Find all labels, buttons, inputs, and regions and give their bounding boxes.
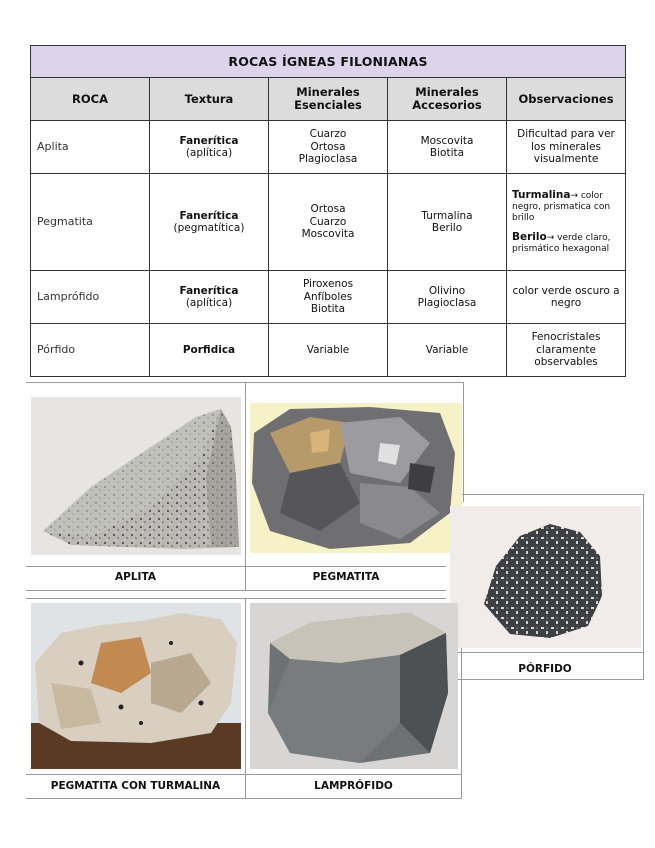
observaciones-cell: Dificultad para ver los minerales visualmente (507, 121, 626, 174)
gallery-border (447, 679, 643, 680)
mineral: Biotita (310, 303, 346, 316)
mineral: Ortosa (310, 203, 346, 216)
header-observaciones: Observaciones (507, 78, 626, 121)
caption-aplita: APLITA (115, 571, 156, 583)
accesorios-cell (388, 174, 507, 271)
roca-cell: Pegmatita (31, 174, 150, 271)
gallery-border (447, 652, 643, 653)
gallery-border (245, 382, 246, 590)
pegmatita-photo (250, 403, 462, 553)
observaciones-cell (507, 174, 626, 271)
mineral: Moscovita (420, 134, 474, 147)
mineral: Berilo (431, 222, 463, 234)
roca-cell: Lamprófido (31, 271, 150, 324)
textura-cell (150, 174, 269, 271)
porfido-rock-image (450, 506, 641, 648)
mineral: Anfíboles (303, 290, 353, 303)
caption-lamprofido: LAMPRÓFIDO (314, 780, 393, 792)
mineral: Plagioclasa (298, 153, 358, 166)
mineral: Turmalina (421, 209, 473, 222)
textura-sub: (aplítica) (185, 147, 233, 159)
gallery-border (26, 774, 462, 775)
header-minerales-esenciales: Minerales Esenciales (269, 78, 388, 121)
mineral: Cuarzo (309, 128, 347, 141)
textura-cell (150, 121, 269, 174)
gallery-border (26, 598, 446, 599)
lamprofido-rock-image (250, 603, 458, 769)
mineral: Variable (306, 343, 350, 356)
textura-main: Fanerítica (179, 284, 239, 297)
obs-key: Berilo (512, 230, 547, 243)
accesorios-cell (388, 324, 507, 377)
gallery-border (26, 798, 462, 799)
mineral: Variable (425, 343, 469, 356)
roca-cell: Pórfido (31, 324, 150, 377)
caption-porfido: PÓRFIDO (518, 663, 572, 675)
header-roca: ROCA (31, 78, 150, 121)
table-row (31, 324, 626, 377)
mineral: Biotita (429, 147, 465, 159)
table-row (31, 271, 626, 324)
aplita-photo (31, 397, 241, 555)
obs-key: Turmalina (512, 188, 571, 201)
pegmatita-turmalina-photo (31, 603, 241, 769)
mineral: Ortosa (310, 140, 346, 153)
textura-cell (150, 271, 269, 324)
textura-main: Fanerítica (179, 134, 239, 147)
observaciones-cell: Fenocristales claramente observables (507, 324, 626, 377)
observaciones-cell: color verde oscuro a negro (507, 271, 626, 324)
mineral: Olivino (428, 284, 466, 297)
mineral: Plagioclasa (417, 297, 477, 309)
header-textura: Textura (150, 78, 269, 121)
gallery-border (447, 494, 643, 495)
textura-main: Fanerítica (179, 209, 239, 222)
textura-cell (150, 324, 269, 377)
esenciales-cell (269, 174, 388, 271)
gallery-border (26, 590, 446, 591)
gallery-border (643, 494, 644, 680)
table-title: ROCAS ÍGNEAS FILONIANAS (31, 46, 626, 78)
gallery-border (463, 382, 464, 502)
rocas-table (30, 45, 626, 377)
porfido-photo (450, 506, 641, 648)
header-minerales-accesorios: Minerales Accesorios (388, 78, 507, 121)
obs-text: → color negro, prismatica con brillo (512, 190, 611, 223)
table-row (31, 121, 626, 174)
mineral: Cuarzo (309, 215, 347, 228)
accesorios-cell (388, 121, 507, 174)
pegmatita-rock-image (250, 403, 462, 553)
mineral: Piroxenos (302, 278, 354, 291)
pegmatita-turmalina-rock-image (31, 603, 241, 769)
textura-main: Porfidica (182, 343, 236, 356)
obs-text: → verde claro, prismático hexagonal (512, 232, 611, 254)
lamprofido-photo (250, 603, 458, 769)
textura-sub: (aplítica) (185, 297, 233, 309)
textura-sub: (pegmatítica) (173, 222, 245, 234)
gallery-border (245, 598, 246, 798)
esenciales-cell (269, 121, 388, 174)
esenciales-cell (269, 271, 388, 324)
caption-pegmatita-turmalina: PEGMATITA CON TURMALINA (50, 780, 221, 792)
aplita-rock-image (31, 397, 241, 555)
mineral: Moscovita (301, 228, 355, 241)
caption-pegmatita: PEGMATITA (312, 571, 380, 583)
table-row (31, 174, 626, 271)
accesorios-cell (388, 271, 507, 324)
obs-turmalina (512, 190, 620, 224)
roca-cell: Aplita (31, 121, 150, 174)
esenciales-cell (269, 324, 388, 377)
gallery-border (26, 566, 446, 567)
obs-berilo (512, 232, 620, 255)
